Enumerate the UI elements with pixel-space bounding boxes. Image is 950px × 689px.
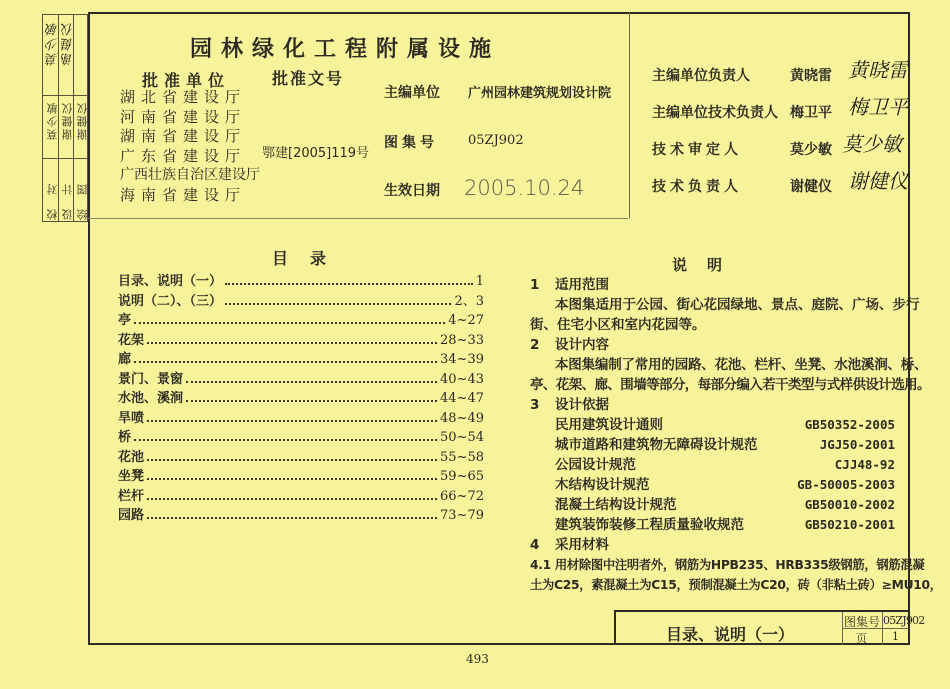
standard-name: 公园设计规范	[555, 457, 636, 473]
approval-unit-label: 批准单位	[142, 71, 231, 90]
leader-dots	[147, 459, 437, 461]
drafter-name: 谢健仪	[76, 101, 89, 140]
responsible-roles	[652, 58, 778, 206]
toc-page: 50~54	[440, 430, 484, 445]
standard-row	[530, 455, 895, 475]
standard-name: 民用建筑设计通则	[555, 417, 663, 433]
approval-units	[120, 88, 260, 206]
approval-unit: 湖南省建设厅	[120, 127, 247, 146]
toc-page: 1	[475, 274, 484, 289]
section-title: 设计内容	[555, 337, 609, 353]
standard-code: GB50210-2001	[804, 517, 895, 532]
signoff-strip	[42, 14, 88, 222]
standard-name: 建筑装饰装修工程质量验收规范	[555, 517, 744, 533]
standard-row	[530, 515, 895, 535]
signature: 谢健仪	[61, 21, 76, 66]
notes-body	[530, 275, 942, 595]
toc-item[interactable]	[118, 446, 484, 465]
designer-name: 谢健仪	[61, 101, 74, 140]
standard-code: GB50010-2002	[804, 497, 895, 512]
signature: 莫少敏	[46, 21, 61, 66]
standard-code: CJJ48-92	[834, 457, 895, 472]
checker-name: 莫少敏	[46, 101, 59, 140]
toc-label: 园路	[118, 508, 145, 523]
approval-unit: 湖北省建设厅	[120, 88, 247, 106]
toc-label: 花池	[118, 449, 145, 465]
toc-label: 景门、景窗	[118, 371, 184, 387]
page-value: 1	[892, 630, 899, 643]
leader-dots	[134, 439, 437, 441]
note-line: 街、住宅小区和室内花园等。	[530, 317, 706, 333]
signature: 谢健仪	[848, 169, 908, 193]
atlas-no-label: 图集号	[844, 615, 881, 629]
toc-item[interactable]	[118, 485, 484, 504]
section-title: 设计依据	[555, 397, 609, 413]
toc-page: 28~33	[440, 332, 484, 348]
leader-dots	[147, 517, 437, 519]
drafter-role: 绘图	[76, 170, 89, 220]
designer-role: 设计	[61, 170, 74, 220]
toc-label: 花架	[118, 332, 145, 348]
note-line: 本图集适用于公园、街心花园绿地、景点、庭院、广场、步行	[555, 297, 920, 313]
title-block	[614, 610, 925, 645]
approval-unit: 海南省建设厅	[120, 185, 247, 204]
atlas-no: 05ZJ902	[468, 133, 524, 148]
standard-name: 木结构设计规范	[555, 477, 650, 493]
toc-label: 水池、溪涧	[118, 391, 184, 406]
section-number: 4	[530, 537, 540, 553]
leader-dots	[225, 283, 473, 285]
toc-label: 说明（二）、（三）	[118, 293, 223, 309]
editor-label: 主编单位	[384, 85, 440, 101]
role: 技术审定人	[652, 142, 742, 158]
toc-page: 34~39	[440, 352, 484, 367]
approval-unit: 河南省建设厅	[120, 107, 247, 126]
page-label: 页	[856, 632, 867, 645]
section-title: 采用材料	[555, 537, 609, 553]
leader-dots	[147, 342, 437, 344]
toc-page: 2、3	[454, 293, 484, 309]
toc-page: 59~65	[440, 469, 484, 484]
standard-row	[530, 435, 895, 455]
toc-label: 桥	[118, 430, 132, 445]
toc-item[interactable]	[118, 504, 484, 523]
toc-item[interactable]	[118, 270, 484, 289]
standard-code: JGJ50-2001	[819, 437, 895, 452]
signatures	[842, 52, 908, 200]
note-line: 土为C25，素混凝土为C15，预制混凝土为C20，砖（非粘土砖）≥MU10，	[530, 578, 942, 592]
role: 主编单位负责人	[652, 68, 750, 84]
standard-name: 城市道路和建筑物无障碍设计规范	[555, 437, 758, 453]
name: 黄晓雷	[790, 68, 832, 84]
standard-name: 混凝土结构设计规范	[555, 497, 677, 513]
note-line: 亭、花架、廊、围墙等部分，每部分编入若干类型与式样供设计选用。	[530, 377, 930, 393]
name: 梅卫平	[790, 105, 832, 121]
atlas-no: 05ZJ902	[883, 614, 925, 627]
toc-item[interactable]	[118, 465, 484, 484]
approval-doc: 鄂建[2005]119号	[262, 146, 370, 161]
standard-row	[530, 475, 895, 495]
section-number: 3	[530, 397, 540, 413]
leader-dots	[134, 322, 445, 324]
toc-item[interactable]	[118, 407, 484, 426]
effective-date: 2005.10.24	[464, 176, 585, 200]
standard-code: GB50352-2005	[804, 417, 895, 432]
toc-item[interactable]	[118, 426, 484, 445]
checker-role: 校对	[46, 170, 59, 220]
leader-dots	[186, 381, 437, 383]
leader-dots	[225, 303, 451, 305]
toc-item[interactable]	[118, 348, 484, 367]
toc-label: 目录、说明（一）	[118, 274, 223, 289]
role: 主编单位技术负责人	[652, 105, 778, 121]
leader-dots	[147, 498, 437, 500]
toc-item[interactable]	[118, 329, 484, 348]
toc-page: 55~58	[440, 449, 484, 465]
notes-heading: 说明	[672, 256, 743, 274]
leader-dots	[186, 400, 437, 402]
toc-page: 44~47	[440, 391, 484, 406]
role: 技术负责人	[652, 179, 742, 195]
section-title: 适用范围	[555, 277, 609, 293]
effective-label: 生效日期	[384, 183, 440, 199]
standard-row	[530, 495, 895, 515]
leader-dots	[147, 478, 437, 480]
toc-item[interactable]	[118, 309, 484, 328]
toc-item[interactable]	[118, 368, 484, 387]
leader-dots	[147, 420, 437, 422]
note-line: 4.1 用材除图中注明者外，钢筋为HPB235、HRB335级钢筋，钢筋混凝	[530, 558, 925, 572]
toc-label: 廊	[118, 352, 132, 367]
page-number: 493	[466, 652, 489, 666]
responsible-names	[790, 58, 832, 206]
toc-label: 亭	[118, 313, 132, 328]
approval-unit: 广东省建设厅	[120, 146, 247, 165]
signature: 黄晓雷	[848, 58, 908, 82]
approval-unit: 广西壮族自治区建设厅	[120, 167, 260, 184]
section-number: 1	[530, 277, 540, 293]
atlas-no-label: 图集号	[384, 135, 438, 151]
toc-label: 旱喷	[118, 410, 145, 426]
toc-page: 73~79	[440, 508, 484, 523]
name: 莫少敏	[790, 142, 832, 158]
section-number: 2	[530, 337, 540, 353]
toc-item[interactable]	[118, 387, 484, 406]
toc-page: 4~27	[448, 313, 484, 328]
toc-page: 40~43	[440, 371, 484, 387]
note-line: 本图集编制了常用的园路、花池、栏杆、坐凳、水池溪涧、桥、	[555, 357, 928, 373]
toc-heading: 目录	[272, 249, 349, 268]
atlas-title: 园林绿化工程附属设施	[190, 37, 501, 62]
header-divider	[88, 218, 628, 219]
editor: 广州园林建筑规划设计院	[468, 86, 612, 101]
toc-label: 栏杆	[118, 488, 145, 504]
signature: 梅卫平	[848, 95, 908, 119]
toc-item[interactable]	[118, 290, 484, 309]
approval-doc-label: 批准文号	[272, 69, 345, 88]
signature: 莫少敏	[842, 132, 902, 156]
standard-code: GB-50005-2003	[797, 477, 895, 492]
toc-page: 66~72	[440, 488, 484, 504]
standard-row	[530, 415, 895, 435]
leader-dots	[134, 361, 437, 363]
header-divider	[629, 12, 630, 218]
toc-page: 48~49	[440, 410, 484, 426]
name: 谢健仪	[790, 179, 832, 195]
sheet-title: 目录、说明（一）	[666, 625, 795, 644]
toc-label: 坐凳	[118, 469, 145, 484]
